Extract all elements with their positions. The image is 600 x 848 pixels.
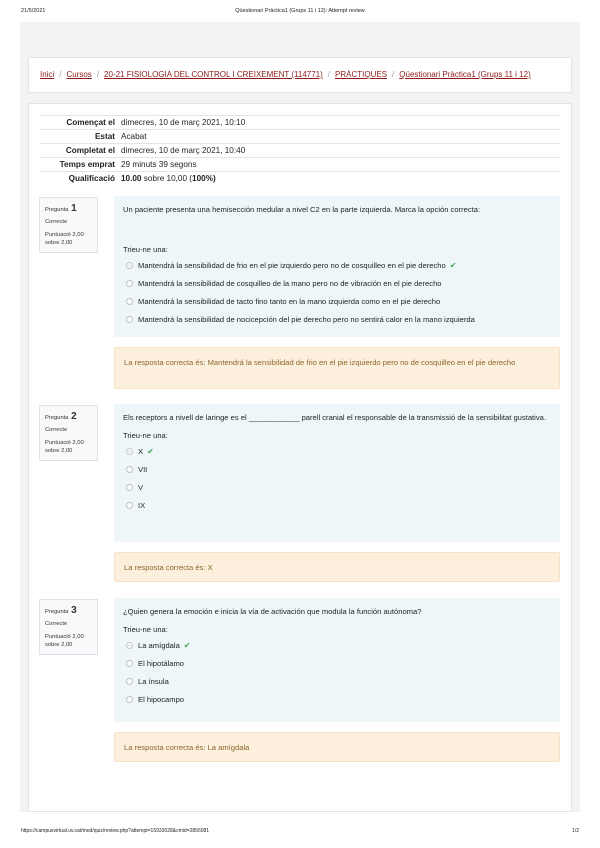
breadcrumb-home-link[interactable]: Inici <box>40 70 55 79</box>
question-1-info <box>39 197 98 253</box>
summary-row-time <box>40 157 560 171</box>
question-number-value: 1 <box>71 203 77 214</box>
breadcrumb <box>40 70 531 79</box>
question-number <box>45 202 92 216</box>
answer-list <box>123 256 551 328</box>
answer-text: V <box>138 482 144 492</box>
breadcrumb-separator: / <box>392 70 395 79</box>
question-grade: Puntuació 2,00 sobre 2,00 <box>45 232 84 247</box>
answer-list <box>123 636 551 708</box>
breadcrumb-separator: / <box>96 70 100 79</box>
started-label: Començat el <box>66 118 115 127</box>
answer-option[interactable] <box>123 310 551 328</box>
radio-icon[interactable] <box>126 298 133 305</box>
question-grade: Puntuació 2,00 sobre 2,00 <box>45 634 84 649</box>
breadcrumb-quiz-link[interactable]: Qüestionari Pràctica1 (Grups 11 i 12) <box>399 70 531 79</box>
answer-option[interactable] <box>123 496 551 514</box>
answer-text: Mantendrá la sensibilidad de nocicepción del pie derecho pero no sentirá calor en la mano izquierda <box>138 314 475 324</box>
answer-option[interactable] <box>123 672 551 690</box>
question-state: Correcte <box>45 218 68 225</box>
answer-option[interactable] <box>123 460 551 478</box>
answer-text: X <box>138 446 144 456</box>
answer-option[interactable] <box>123 478 551 496</box>
radio-selected-icon[interactable] <box>126 448 133 455</box>
question-2-info <box>39 405 98 461</box>
grade-value <box>121 174 216 183</box>
answer-option[interactable] <box>123 654 551 672</box>
answer-prompt: Trieu-ne una: <box>123 431 168 441</box>
grade-rest: sobre 10,00 ( <box>141 174 193 183</box>
question-number <box>45 604 92 618</box>
question-text: ¿Quien genera la emoción e inicia la vía de activación que modula la función autónoma? <box>123 607 422 616</box>
summary-row-started <box>40 115 560 129</box>
question-1-content <box>114 196 560 337</box>
state-label: Estat <box>94 132 115 141</box>
answer-option[interactable] <box>123 256 551 274</box>
radio-selected-icon[interactable] <box>126 642 133 649</box>
correct-check-icon: ✔ <box>147 446 154 456</box>
question-3-content <box>114 598 560 722</box>
breadcrumb-card <box>28 57 572 93</box>
answer-text: El hipotálamo <box>138 658 185 668</box>
print-date: 21/5/2021 <box>21 8 46 14</box>
question-label: Pregunta <box>45 609 69 615</box>
radio-icon[interactable] <box>126 502 133 509</box>
print-url: https://campusvirtual.uv.cat/mod/quiz/review.php?attempt=15933028&cmid=2856081 <box>21 828 210 834</box>
question-text: Un paciente presenta una hemisección medular a nivel C2 en la parte izquierda. Marca la opción correcta: <box>123 205 481 214</box>
answer-option[interactable] <box>123 292 551 310</box>
time-label: Temps emprat <box>59 160 115 169</box>
print-title: Qüestionari Pràctica1 (Grups 11 i 12): Attempt review <box>235 8 365 14</box>
question-1-feedback: La resposta correcta és: Mantendrá la sensibilidad de frio en el pie izquierdo pero no de cosquilleo en el pie derecho <box>114 347 560 389</box>
started-value: dimecres, 10 de març 2021, 10:10 <box>121 118 246 127</box>
question-number-value: 3 <box>71 605 77 616</box>
answer-text: Mantendrá la sensibilidad de cosquilleo de la mano pero no de vibración en el pie derecho <box>138 278 442 288</box>
question-2-feedback: La resposta correcta és: X <box>114 552 560 582</box>
correct-check-icon: ✔ <box>449 260 457 270</box>
question-label: Pregunta <box>45 207 69 213</box>
answer-text: Mantendrá la sensibilidad de tacto fino tanto en la mano izquierda como en el pie derecho <box>138 296 441 306</box>
radio-icon[interactable] <box>126 466 133 473</box>
summary-row-completed <box>40 143 560 157</box>
question-2-content <box>114 404 560 542</box>
answer-text: Mantendrá la sensibilidad de frio en el pie izquierdo pero no de cosquilleo en el pie derecho <box>138 260 446 270</box>
attempt-summary-table <box>40 115 560 185</box>
answer-option[interactable] <box>123 274 551 292</box>
grade-percent: 100% <box>192 174 213 183</box>
radio-icon[interactable] <box>126 696 133 703</box>
print-page-number: 1/2 <box>572 828 579 834</box>
radio-icon[interactable] <box>126 280 133 287</box>
grade-score: 10.00 <box>121 174 142 183</box>
question-3-info <box>39 599 98 655</box>
answer-text: La amígdala <box>138 640 180 650</box>
question-text: Els receptors a nivell de laringe es el ____________ parell cranial el responsable de la transmissió de la sensibilitat gustativa. <box>123 413 546 422</box>
answer-text: La ínsula <box>138 676 169 686</box>
answer-option[interactable] <box>123 690 551 708</box>
question-state: Correcte <box>45 426 68 433</box>
radio-icon[interactable] <box>126 678 133 685</box>
answer-option[interactable] <box>123 636 551 654</box>
question-state: Correcte <box>45 620 68 627</box>
completed-label: Completat el <box>65 146 115 155</box>
question-number-value: 2 <box>71 411 77 422</box>
question-grade: Puntuació 2,00 sobre 2,00 <box>45 440 84 455</box>
question-number <box>45 410 92 424</box>
answer-option[interactable] <box>123 442 551 460</box>
breadcrumb-courses-link[interactable]: Cursos <box>66 70 92 79</box>
answer-text: IX <box>138 500 146 510</box>
print-header <box>0 8 600 18</box>
correct-check-icon: ✔ <box>183 640 191 650</box>
breadcrumb-separator: / <box>59 70 62 79</box>
question-3-feedback: La resposta correcta és: La amígdala <box>114 732 560 762</box>
answer-list <box>123 442 551 514</box>
print-footer <box>0 828 600 838</box>
completed-value: dimecres, 10 de març 2021, 10:40 <box>121 146 246 155</box>
breadcrumb-separator: / <box>327 70 331 79</box>
time-value: 29 minuts 39 segons <box>121 160 197 169</box>
summary-row-grade <box>40 171 560 185</box>
grade-close: ) <box>212 174 216 183</box>
radio-icon[interactable] <box>126 660 133 667</box>
question-label: Pregunta <box>45 415 69 421</box>
breadcrumb-course-link[interactable]: 20-21 FISIOLOGIA DEL CONTROL I CREIXEMENT (114771) <box>104 70 323 79</box>
radio-icon[interactable] <box>126 316 133 323</box>
summary-row-state <box>40 129 560 143</box>
answer-prompt: Trieu-ne una: <box>123 625 168 635</box>
answer-text: El hipocampo <box>138 694 185 704</box>
state-value: Acabat <box>121 132 147 141</box>
radio-selected-icon[interactable] <box>126 262 133 269</box>
breadcrumb-section-link[interactable]: PRÀCTIQUES <box>335 70 388 79</box>
radio-icon[interactable] <box>126 484 133 491</box>
answer-prompt: Trieu-ne una: <box>123 245 168 255</box>
grade-label: Qualificació <box>68 174 115 183</box>
answer-text: VII <box>138 464 148 474</box>
